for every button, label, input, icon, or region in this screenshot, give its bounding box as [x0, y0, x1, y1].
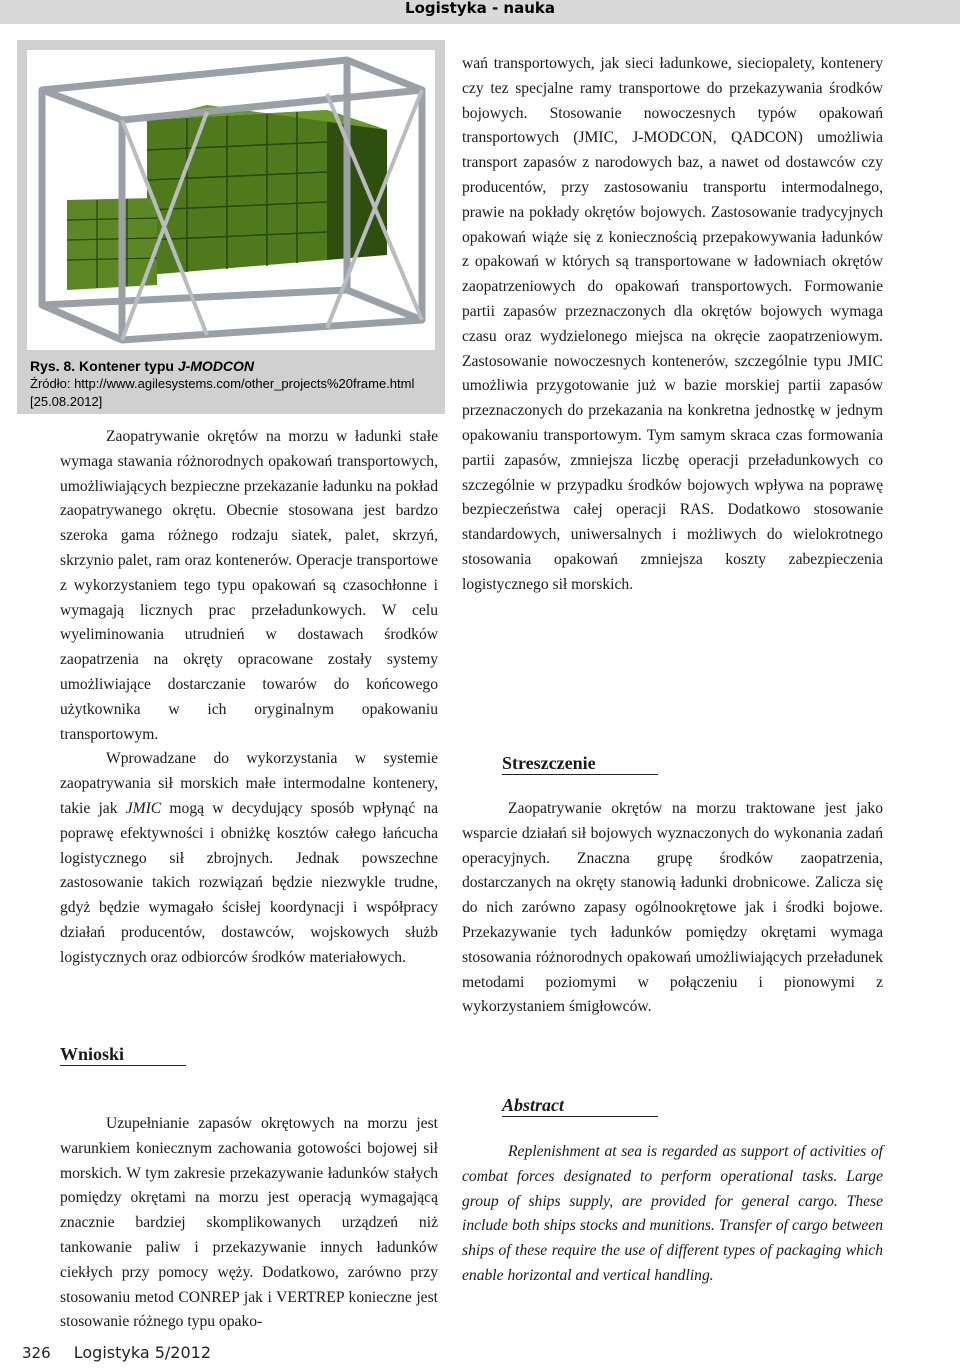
figure-source: Źródło: http://www.agilesystems.com/other_projects%20frame.html — [30, 376, 415, 391]
right-column-top — [462, 52, 883, 598]
paragraph: Wprowadzane do wykorzystania w systemie zaopatrywania sił morskich małe intermodalne kontenery, takie jak JMIC mogą w decydujący sposób wpłynąć na poprawę efektywności i obniżkę kosztów całego łańcucha logistycznego sił zbrojnych. Jednak powszechne zastosowanie takich rozwiązań będzie niezwykle trudne, gdyż będzie wymagało ścisłej koordynacji i współpracy działań producentów, dostawców, wojskowych służb logistycznych oraz odbiorców środków materiałowych. — [60, 750, 439, 966]
header-title: Logistyka - nauka — [405, 0, 555, 17]
page-footer — [22, 1343, 211, 1362]
abstract-text — [462, 1140, 883, 1289]
section-heading-abstract: Abstract — [502, 1094, 658, 1117]
section-heading-wnioski: Wnioski — [60, 1043, 186, 1066]
paragraph: Zaopatrywanie okrętów na morzu traktowane jest jako wsparcie działań sił bojowych wyznaczonych do wykonania zadań operacyjnych. Znaczna grupę środków zaopatrzenia, dostarczanych na okręty stanowią ładunki drobnicowe. Zalicza się do nich zarówno zapasy ogólnookrętowe jak i środki bojowe. Przekazywanie tych ładunków pomiędzy okrętami wymaga stosowania różnorodnych opakowań umożliwiających przeładunek metodami poziomymi w połączeniu i pionowymi z wykorzystaniem śmigłowców. — [462, 800, 883, 1016]
paragraph: wań transportowych, jak sieci ładunkowe, sieciopalety, kontenery czy tez specjalne ramy transportowe do przekazywania środków bojowych. Stosowanie nowoczesnych typów opakowań transportowych (JMIC, J-MODCON, QADCON) umożliwia transport zapasów z narodowych baz, a nawet od dostawców czy producentów, przy zastosowaniu transportu intermodalnego, prawie na pokłady okrętów bojowych. Zastosowanie tradycyjnych opakowań wiąże się z koniecznością przepakowywania ładunków z opakowań w których są transportowane w ładowniach okrętów zaopatrzeniowych do opakowań transportowych. Formowanie partii zapasów przeznaczonych dla okrętów bojowych wymaga czasu oraz wydzielonego miejsca na okręcie zaopatrzeniowym. Zastosowanie nowoczesnych kontenerów, szczególnie typu JMIC umożliwia przygotowanie już w bazie morskiej partii zapasów przeznaczonych do przekazania na konkretna jednostkę w jednym opakowaniu transportowym. Tym samym skraca czas formowania partii zapasów, zmniejsza liczbę operacji przeładunkowych co szczególnie w przypadku środków bojowych wpływa na poprawę bezpieczeństwa całej operacji RAS. Dodatkowo stosowanie standardowych, uniwersalnych i możliwych do wielokrotnego stosowania opakowań zmniejsza koszty zabezpieczenia logistycznego sił morskich. — [462, 55, 883, 593]
page-number: 326 — [22, 1344, 51, 1362]
journal-name: Logistyka 5/2012 — [73, 1343, 211, 1362]
streszczenie-text — [462, 797, 883, 1020]
figure-8 — [17, 40, 445, 414]
paragraph: Zaopatrywanie okrętów na morzu w ładunki stałe wymaga stawania różnorodnych opakowań transportowych, umożliwiających bezpieczne przekazanie ładunku na pokład zaopatrywanego okrętu. Obecnie stosowana jest bardzo szeroka gama różnego rodzaju siatek, palet, skrzyń, skrzynio palet, ram oraz kontenerów. Operacje transportowe z wykorzystaniem tego typu opakowań są czasochłonne i wymagają licznych prac przeładunkowych. W celu wyeliminowania utrudnień w dostawach środków zaopatrzenia na okręty opracowane zostały systemy umożliwiające dostarczanie towarów do końcowego użytkownika w ich oryginalnym opakowaniu transportowym. — [60, 428, 438, 743]
paragraph: Replenishment at sea is regarded as support of activities of combat forces designated to perform operational tasks. Large group of ships supply, are provided for general cargo. These include both ships stocks and munitions. Transfer of cargo between ships of these require the use of different types of packaging which enable horizontal and vertical handling. — [462, 1143, 883, 1284]
container-image — [27, 50, 435, 350]
figure-caption — [27, 357, 435, 411]
figure-title: Rys. 8. Kontener typu J-MODCON — [30, 358, 255, 374]
page-header — [0, 0, 960, 24]
paragraph: Uzupełnianie zapasów okrętowych na morzu jest warunkiem koniecznym zachowania gotowości bojowej sił morskich. W tym zakresie przekazywanie ładunków stałych pomiędzy okrętami na morzu jest operacją wymagającą znacznie bardziej skomplikowanych urządzeń niż tankowanie paliw i przekazywanie innych ładunków ciekłych przy pomocy węży. Dodatkowo, zarówno przy stosowaniu metod CONREP jak i VERTREP konieczne jest stosowanie różnego typu opako- — [60, 1115, 438, 1331]
figure-date: [25.08.2012] — [30, 394, 103, 409]
left-column-top — [60, 425, 438, 971]
left-column-bottom — [60, 1112, 438, 1335]
section-heading-streszczenie: Streszczenie — [502, 752, 658, 775]
